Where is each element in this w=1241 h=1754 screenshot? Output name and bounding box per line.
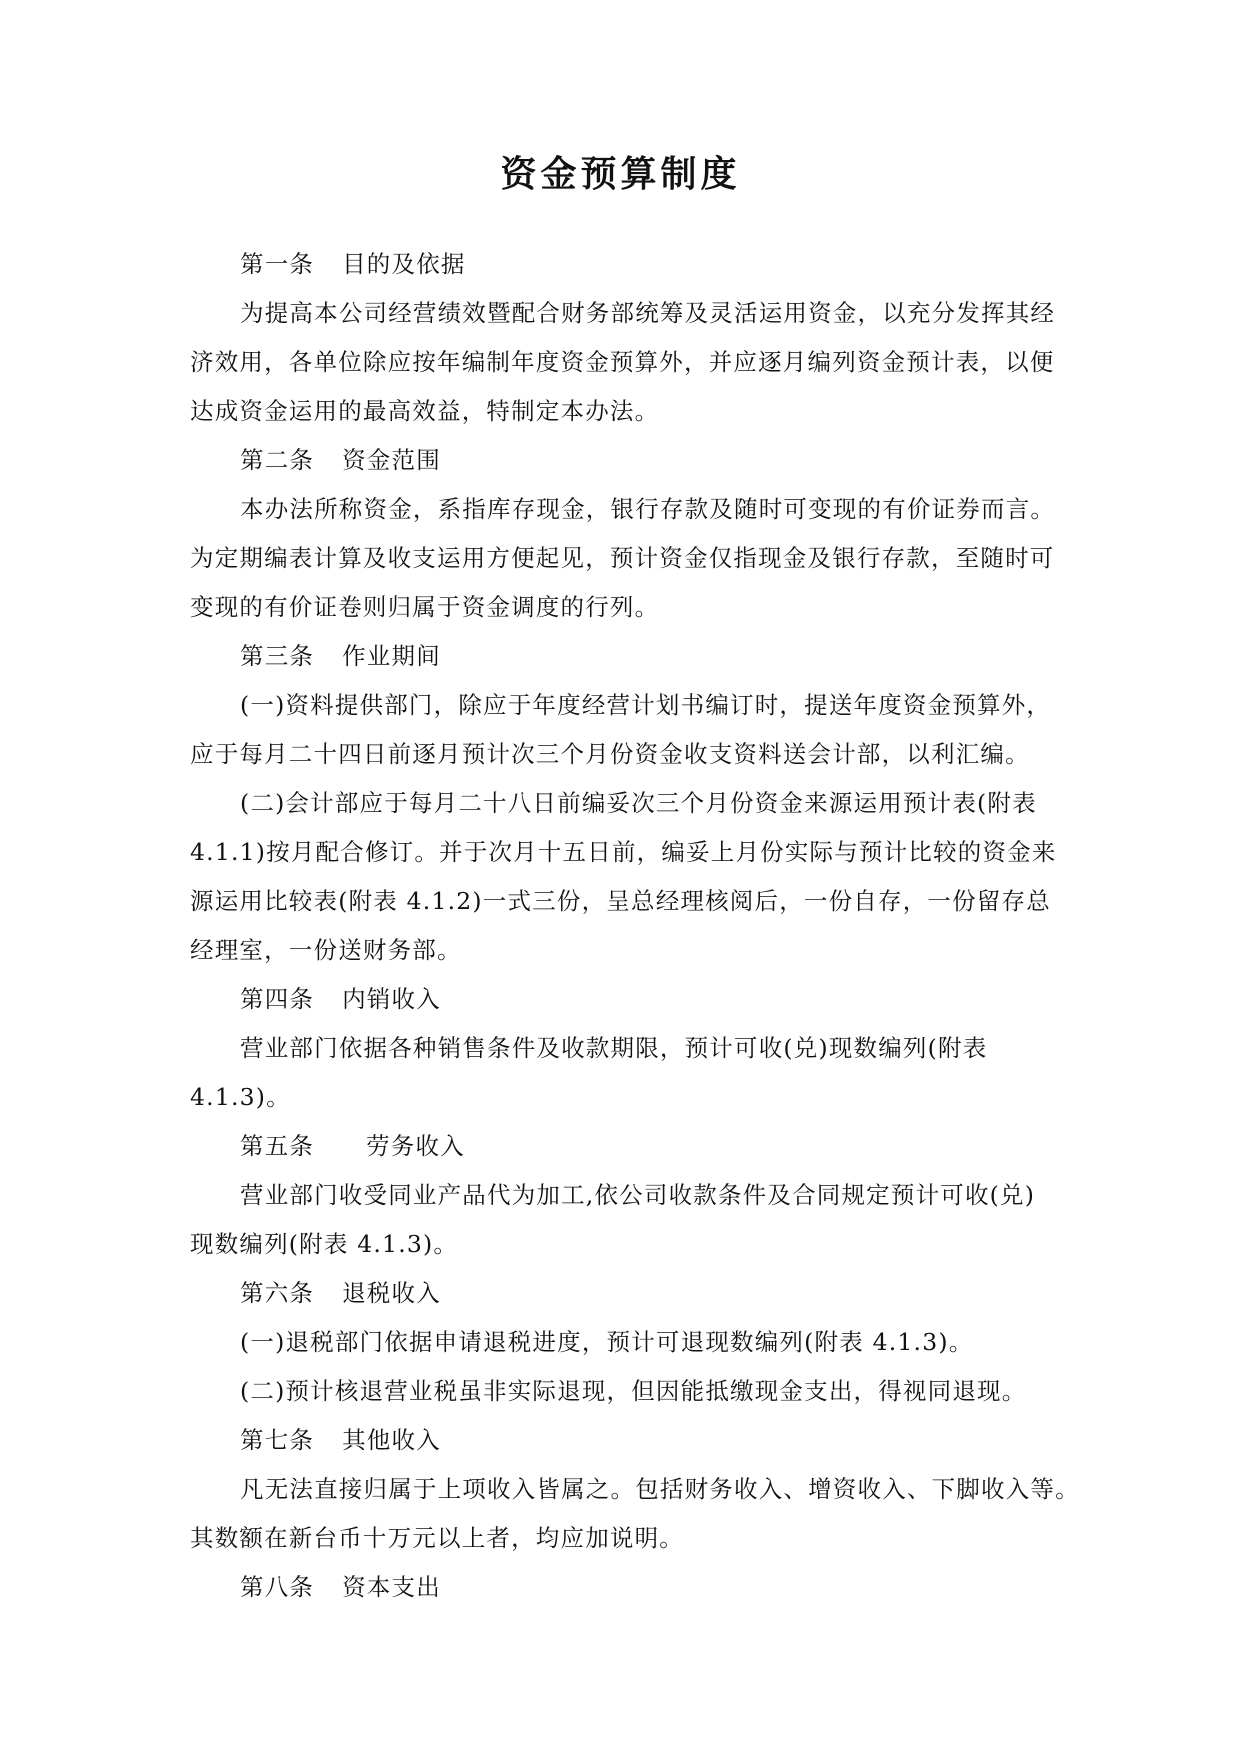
paragraph-line: (二)预计核退营业税虽非实际退现，但因能抵缴现金支出，得视同退现。: [240, 1377, 1027, 1405]
paragraph-line: 现数编列(附表 4.1.3)。: [190, 1230, 459, 1258]
article-title: 资本支出: [342, 1573, 441, 1601]
article-6-heading: [190, 1269, 1070, 1318]
article-number: 第四条: [240, 985, 315, 1013]
paragraph-line: 达成资金运用的最高效益，特制定本办法。: [190, 397, 660, 425]
paragraph-line: 凡无法直接归属于上项收入皆属之。包括财务收入、增资收入、下脚收入等。: [240, 1475, 1080, 1503]
article-number: 第二条: [240, 446, 315, 474]
document-title: 资金预算制度: [500, 154, 741, 195]
paragraph-line: (一)资料提供部门，除应于年度经营计划书编订时，提送年度资金预算外，: [240, 691, 1052, 719]
article-1-heading: [190, 240, 1070, 289]
article-title: 目的及依据: [342, 250, 466, 278]
paragraph-line: 变现的有价证卷则归属于资金调度的行列。: [190, 593, 660, 621]
paragraph-line: 为提高本公司经营绩效暨配合财务部统筹及灵活运用资金，以充分发挥其经: [240, 299, 1056, 327]
article-number: 第三条: [240, 642, 315, 670]
article-title: 资金范围: [342, 446, 441, 474]
paragraph-line: 经理室，一份送财务部。: [190, 936, 462, 964]
article-8-heading: [190, 1563, 1070, 1612]
article-number: 第六条: [240, 1279, 315, 1307]
document-body: [190, 240, 1080, 1612]
article-title: 作业期间: [342, 642, 441, 670]
article-3-heading: [190, 632, 1070, 681]
paragraph-line: 4.1.1)按月配合修订。并于次月十五日前，编妥上月份实际与预计比较的资金来: [190, 838, 1057, 866]
paragraph-line: 营业部门收受同业产品代为加工,依公司收款条件及合同规定预计可收(兑): [240, 1181, 1036, 1209]
paragraph-line: 源运用比较表(附表 4.1.2)一式三份，呈总经理核阅后，一份自存，一份留存总: [190, 887, 1051, 915]
article-7-heading: [190, 1416, 1070, 1465]
article-title: 其他收入: [342, 1426, 441, 1454]
article-number: 第五条: [240, 1132, 315, 1160]
article-title: 退税收入: [342, 1279, 441, 1307]
paragraph-line: 营业部门依据各种销售条件及收款期限，预计可收(兑)现数编列(附表: [240, 1034, 988, 1062]
paragraph-line: 其数额在新台币十万元以上者，均应加说明。: [190, 1524, 684, 1552]
article-number: 第一条: [240, 250, 315, 278]
article-2-heading: [190, 436, 1070, 485]
paragraph-line: (二)会计部应于每月二十八日前编妥次三个月份资金来源运用预计表(附表: [240, 789, 1037, 817]
paragraph-line: 济效用，各单位除应按年编制年度资金预算外，并应逐月编列资金预计表，以便: [190, 348, 1055, 376]
paragraph-line: 应于每月二十四日前逐月预计次三个月份资金收支资料送会计部，以利汇编。: [190, 740, 1030, 768]
article-4-heading: [190, 975, 1070, 1024]
paragraph-line: (一)退税部门依据申请退税进度，预计可退现数编列(附表 4.1.3)。: [240, 1328, 974, 1356]
paragraph-line: 4.1.3)。: [190, 1083, 291, 1111]
article-title: 内销收入: [342, 985, 441, 1013]
article-number: 第八条: [240, 1573, 315, 1601]
article-title: 劳务收入: [366, 1132, 465, 1160]
article-5-heading: [190, 1122, 1070, 1171]
article-number: 第七条: [240, 1426, 315, 1454]
paragraph-line: 本办法所称资金，系指库存现金，银行存款及随时可变现的有价证券而言。: [240, 495, 1056, 523]
paragraph-line: 为定期编表计算及收支运用方便起见，预计资金仅指现金及银行存款，至随时可: [190, 544, 1055, 572]
